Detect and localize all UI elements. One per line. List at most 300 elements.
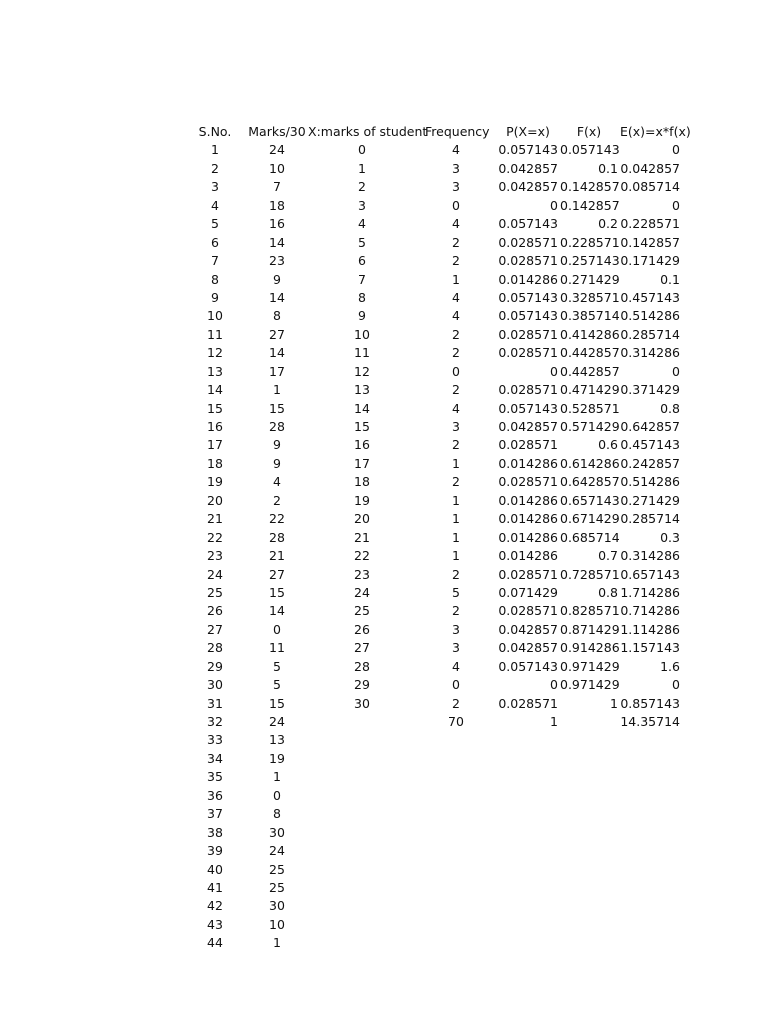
frequency-cell <box>425 768 487 786</box>
expectation-cell: 14.35714 <box>620 714 680 729</box>
sno-cell: 11 <box>207 326 223 342</box>
cumulative-cell <box>560 768 618 786</box>
probability-cell: 0.014286 <box>498 511 558 527</box>
marks-cell: 15 <box>269 695 285 711</box>
sno-cell: 19 <box>207 474 223 490</box>
probability-cell: 0.042857 <box>498 640 558 656</box>
sno-cell: 22 <box>207 529 223 545</box>
probability-cell <box>498 805 558 823</box>
frequency-cell: 3 <box>452 160 460 176</box>
cumulative-cell: 0.871429 <box>560 621 620 637</box>
sno-cell: 6 <box>211 234 219 250</box>
marks-cell: 9 <box>273 455 281 471</box>
marks-cell: 11 <box>269 640 285 656</box>
probability-cell <box>498 787 558 805</box>
sno-cell: 14 <box>207 382 223 398</box>
expectation-cell: 0 <box>672 142 680 158</box>
frequency-cell: 2 <box>452 326 460 342</box>
cumulative-cell <box>560 879 618 897</box>
probability-cell <box>498 934 558 952</box>
frequency-cell: 4 <box>452 658 460 674</box>
expectation-cell: 0.271429 <box>620 492 680 508</box>
sno-cell: 36 <box>207 787 223 803</box>
sno-cell: 5 <box>211 216 219 232</box>
frequency-cell <box>425 842 487 860</box>
x-value-cell: 5 <box>358 234 366 250</box>
probability-cell: 0.028571 <box>498 253 558 269</box>
cumulative-cell: 0.528571 <box>560 400 620 416</box>
probability-cell: 0.028571 <box>498 326 558 342</box>
sno-cell: 32 <box>207 714 223 729</box>
cumulative-cell: 0.1 <box>598 160 618 176</box>
frequency-cell: 4 <box>452 308 460 324</box>
marks-cell: 19 <box>269 750 285 766</box>
marks-cell: 5 <box>273 677 281 693</box>
header-probability: P(X=x) <box>506 124 550 139</box>
sno-cell: 38 <box>207 824 223 840</box>
cumulative-cell: 0.671429 <box>560 511 620 527</box>
sno-cell: 39 <box>207 843 223 859</box>
probability-cell: 0.014286 <box>498 492 558 508</box>
expectation-cell: 0.285714 <box>620 511 680 527</box>
sno-cell: 21 <box>207 511 223 527</box>
marks-cell: 10 <box>269 916 285 932</box>
cumulative-cell: 0.614286 <box>560 455 620 471</box>
cumulative-cell: 0.914286 <box>560 640 620 656</box>
x-value-cell: 12 <box>354 363 370 379</box>
cumulative-cell: 0.142857 <box>560 197 620 213</box>
cumulative-cell: 0.6 <box>598 437 618 453</box>
expectation-cell <box>620 879 680 897</box>
x-value-cell <box>308 787 416 805</box>
sno-cell: 44 <box>207 935 223 951</box>
marks-cell: 16 <box>269 216 285 232</box>
frequency-cell: 4 <box>452 142 460 158</box>
probability-cell: 0.042857 <box>498 419 558 434</box>
probability-cell: 0 <box>550 363 558 379</box>
sno-cell: 8 <box>211 271 219 287</box>
marks-cell: 8 <box>273 308 281 324</box>
probability-cell <box>498 731 558 749</box>
cumulative-cell: 0.728571 <box>560 566 620 582</box>
frequency-cell: 4 <box>452 289 460 305</box>
probability-cell: 0 <box>550 197 558 213</box>
expectation-cell: 0.457143 <box>620 289 680 305</box>
cumulative-cell: 0.442857 <box>560 345 620 361</box>
x-value-cell: 16 <box>354 437 370 453</box>
sno-cell: 31 <box>207 695 223 711</box>
header-sno: S.No. <box>198 124 232 139</box>
probability-cell <box>498 897 558 915</box>
probability-cell: 0.057143 <box>498 216 558 232</box>
cumulative-cell: 0.971429 <box>560 677 620 693</box>
frequency-cell: 1 <box>452 455 460 471</box>
marks-cell: 27 <box>269 326 285 342</box>
x-value-cell: 10 <box>354 326 370 342</box>
probability-cell <box>498 861 558 879</box>
sno-cell: 13 <box>207 363 223 379</box>
x-value-cell <box>308 897 416 915</box>
frequency-cell <box>425 879 487 897</box>
expectation-cell: 1.714286 <box>620 584 680 600</box>
marks-cell: 0 <box>273 787 281 803</box>
sno-cell: 29 <box>207 658 223 674</box>
sno-cell: 30 <box>207 677 223 693</box>
marks-cell: 13 <box>269 732 285 748</box>
x-value-cell: 25 <box>354 603 370 619</box>
sno-cell: 40 <box>207 861 223 877</box>
probability-cell: 0.028571 <box>498 437 558 453</box>
expectation-cell <box>620 897 680 915</box>
marks-cell: 0 <box>273 621 281 637</box>
probability-cell: 0.042857 <box>498 621 558 637</box>
probability-cell: 0.014286 <box>498 455 558 471</box>
marks-cell: 15 <box>269 584 285 600</box>
probability-cell: 0.014286 <box>498 548 558 564</box>
x-value-cell: 11 <box>354 345 370 361</box>
sno-cell: 16 <box>207 419 223 434</box>
cumulative-cell: 0.057143 <box>560 142 620 158</box>
frequency-cell: 2 <box>452 382 460 398</box>
cumulative-cell: 0.442857 <box>560 363 620 379</box>
marks-cell: 30 <box>269 898 285 914</box>
marks-cell: 27 <box>269 566 285 582</box>
expectation-cell: 1.114286 <box>620 621 680 637</box>
x-value-cell: 14 <box>354 400 370 416</box>
marks-cell: 24 <box>269 714 285 729</box>
probability-cell: 0.057143 <box>498 400 558 416</box>
sno-cell: 34 <box>207 750 223 766</box>
probability-cell: 0.028571 <box>498 474 558 490</box>
marks-cell: 9 <box>273 437 281 453</box>
sno-cell: 24 <box>207 566 223 582</box>
probability-cell: 0.014286 <box>498 529 558 545</box>
x-value-cell: 2 <box>358 179 366 195</box>
expectation-cell: 0.042857 <box>620 160 680 176</box>
expectation-cell <box>620 768 680 786</box>
sno-cell: 42 <box>207 898 223 914</box>
header-frequency: Frequency <box>425 124 490 139</box>
marks-cell: 28 <box>269 419 285 434</box>
probability-cell: 0.028571 <box>498 382 558 398</box>
cumulative-cell: 0.271429 <box>560 271 620 287</box>
marks-cell: 23 <box>269 253 285 269</box>
x-value-cell: 29 <box>354 677 370 693</box>
sno-cell: 35 <box>207 769 223 785</box>
marks-cell: 15 <box>269 400 285 416</box>
frequency-cell: 5 <box>452 584 460 600</box>
cumulative-cell <box>560 842 618 860</box>
cumulative-cell: 0.828571 <box>560 603 620 619</box>
expectation-cell: 0.314286 <box>620 345 680 361</box>
sno-cell: 28 <box>207 640 223 656</box>
x-value-cell: 6 <box>358 253 366 269</box>
expectation-cell: 0.314286 <box>620 548 680 564</box>
marks-cell: 22 <box>269 511 285 527</box>
probability-cell: 0.028571 <box>498 603 558 619</box>
frequency-cell: 2 <box>452 603 460 619</box>
marks-cell: 5 <box>273 658 281 674</box>
marks-cell: 10 <box>269 160 285 176</box>
frequency-cell: 4 <box>452 216 460 232</box>
marks-cell: 7 <box>273 179 281 195</box>
cumulative-cell: 0.142857 <box>560 179 620 195</box>
probability-cell <box>498 768 558 786</box>
expectation-cell: 0.857143 <box>620 695 680 711</box>
expectation-cell: 0.242857 <box>620 455 680 471</box>
x-value-cell: 4 <box>358 216 366 232</box>
frequency-cell: 0 <box>452 677 460 693</box>
marks-cell: 18 <box>269 197 285 213</box>
frequency-cell: 2 <box>452 234 460 250</box>
frequency-cell <box>425 805 487 823</box>
x-value-cell: 28 <box>354 658 370 674</box>
frequency-cell: 0 <box>452 197 460 213</box>
sno-cell: 1 <box>211 142 219 158</box>
expectation-cell <box>620 787 680 805</box>
expectation-cell <box>620 842 680 860</box>
sno-cell: 15 <box>207 400 223 416</box>
frequency-cell: 0 <box>452 363 460 379</box>
expectation-cell: 0.285714 <box>620 326 680 342</box>
sno-cell: 10 <box>207 308 223 324</box>
marks-cell: 4 <box>273 474 281 490</box>
expectation-cell: 0.171429 <box>620 253 680 269</box>
marks-cell: 14 <box>269 345 285 361</box>
sno-cell: 4 <box>211 197 219 213</box>
x-value-cell <box>308 861 416 879</box>
expectation-cell: 0.457143 <box>620 437 680 453</box>
frequency-cell <box>425 787 487 805</box>
sno-cell: 43 <box>207 916 223 932</box>
frequency-cell <box>425 916 487 934</box>
probability-cell <box>498 824 558 842</box>
x-value-cell: 7 <box>358 271 366 287</box>
header-expectation: E(x)=x*f(x) <box>620 124 691 139</box>
sno-cell: 37 <box>207 806 223 822</box>
sno-cell: 25 <box>207 584 223 600</box>
header-cumulative: F(x) <box>576 124 602 139</box>
probability-cell <box>498 916 558 934</box>
marks-cell: 14 <box>269 289 285 305</box>
frequency-cell: 1 <box>452 271 460 287</box>
marks-cell: 14 <box>269 603 285 619</box>
sno-cell: 26 <box>207 603 223 619</box>
frequency-cell: 1 <box>452 511 460 527</box>
expectation-cell: 0.514286 <box>620 308 680 324</box>
frequency-cell: 3 <box>452 419 460 434</box>
expectation-cell: 0.085714 <box>620 179 680 195</box>
expectation-cell: 0 <box>672 677 680 693</box>
probability-cell: 0.057143 <box>498 289 558 305</box>
probability-cell: 0.057143 <box>498 658 558 674</box>
x-value-cell: 27 <box>354 640 370 656</box>
expectation-cell <box>620 750 680 768</box>
x-value-cell <box>308 934 416 952</box>
frequency-cell: 2 <box>452 345 460 361</box>
header-marks: Marks/30 <box>248 124 306 139</box>
probability-cell: 0.042857 <box>498 160 558 176</box>
marks-cell: 1 <box>273 769 281 785</box>
x-value-cell: 30 <box>354 695 370 711</box>
sno-cell: 33 <box>207 732 223 748</box>
sno-cell: 23 <box>207 548 223 564</box>
sno-cell: 3 <box>211 179 219 195</box>
marks-cell: 1 <box>273 935 281 951</box>
x-value-cell <box>308 713 416 731</box>
marks-cell: 1 <box>273 382 281 398</box>
expectation-cell: 0.142857 <box>620 234 680 250</box>
sno-cell: 18 <box>207 455 223 471</box>
frequency-cell <box>425 731 487 749</box>
marks-cell: 2 <box>273 492 281 508</box>
x-value-cell: 21 <box>354 529 370 545</box>
header-x-marks: X:marks of student <box>308 124 428 139</box>
probability-cell <box>498 750 558 768</box>
cumulative-cell <box>560 916 618 934</box>
probability-cell: 0.028571 <box>498 566 558 582</box>
cumulative-cell <box>560 824 618 842</box>
cumulative-cell <box>560 750 618 768</box>
x-value-cell <box>308 805 416 823</box>
x-value-cell: 15 <box>354 419 370 434</box>
expectation-cell: 0 <box>672 197 680 213</box>
marks-cell: 9 <box>273 271 281 287</box>
probability-cell <box>498 879 558 897</box>
cumulative-cell: 0.8 <box>598 584 618 600</box>
sno-cell: 2 <box>211 160 219 176</box>
marks-cell: 14 <box>269 234 285 250</box>
frequency-cell: 1 <box>452 548 460 564</box>
cumulative-cell: 0.2 <box>598 216 618 232</box>
marks-cell: 24 <box>269 843 285 859</box>
frequency-cell: 4 <box>452 400 460 416</box>
x-value-cell <box>308 879 416 897</box>
marks-cell: 21 <box>269 548 285 564</box>
x-value-cell: 24 <box>354 584 370 600</box>
x-value-cell: 3 <box>358 197 366 213</box>
sno-cell: 20 <box>207 492 223 508</box>
x-value-cell: 20 <box>354 511 370 527</box>
cumulative-cell: 0.7 <box>598 548 618 564</box>
expectation-cell: 0.514286 <box>620 474 680 490</box>
frequency-cell <box>425 897 487 915</box>
x-value-cell <box>308 916 416 934</box>
expectation-cell <box>620 934 680 952</box>
marks-cell: 24 <box>269 142 285 158</box>
expectation-cell <box>620 731 680 749</box>
sno-cell: 12 <box>207 345 223 361</box>
frequency-cell <box>425 824 487 842</box>
frequency-cell <box>425 750 487 768</box>
frequency-cell: 70 <box>448 714 464 729</box>
expectation-cell: 0.8 <box>660 400 680 416</box>
probability-cell: 0.071429 <box>498 584 558 600</box>
frequency-cell: 2 <box>452 566 460 582</box>
sno-cell: 27 <box>207 621 223 637</box>
expectation-cell: 0 <box>672 363 680 379</box>
expectation-cell: 0.657143 <box>620 566 680 582</box>
cumulative-cell: 0.257143 <box>560 253 620 269</box>
marks-cell: 25 <box>269 861 285 877</box>
x-value-cell: 1 <box>358 160 366 176</box>
frequency-cell <box>425 861 487 879</box>
expectation-cell: 0.1 <box>660 271 680 287</box>
x-value-cell: 17 <box>354 455 370 471</box>
probability-cell: 0.028571 <box>498 345 558 361</box>
expectation-cell: 0.642857 <box>620 419 680 434</box>
x-value-cell: 18 <box>354 474 370 490</box>
x-value-cell: 13 <box>354 382 370 398</box>
cumulative-cell <box>560 713 618 731</box>
expectation-cell: 0.371429 <box>620 382 680 398</box>
marks-cell: 30 <box>269 824 285 840</box>
cumulative-cell <box>560 787 618 805</box>
x-value-cell: 9 <box>358 308 366 324</box>
sno-cell: 9 <box>211 289 219 305</box>
x-value-cell <box>308 750 416 768</box>
probability-cell: 0.057143 <box>498 308 558 324</box>
x-value-cell <box>308 824 416 842</box>
probability-cell: 0.028571 <box>498 695 558 711</box>
cumulative-cell: 0.642857 <box>560 474 620 490</box>
expectation-cell: 0.3 <box>660 529 680 545</box>
probability-cell: 0.028571 <box>498 234 558 250</box>
marks-cell: 17 <box>269 363 285 379</box>
x-value-cell: 8 <box>358 289 366 305</box>
expectation-cell: 0.714286 <box>620 603 680 619</box>
cumulative-cell <box>560 934 618 952</box>
x-value-cell: 26 <box>354 621 370 637</box>
cumulative-cell <box>560 897 618 915</box>
cumulative-cell: 0.571429 <box>560 419 620 434</box>
cumulative-cell: 0.385714 <box>560 308 620 324</box>
cumulative-cell <box>560 731 618 749</box>
expectation-cell <box>620 824 680 842</box>
expectation-cell: 0.228571 <box>620 216 680 232</box>
frequency-cell: 2 <box>452 437 460 453</box>
expectation-cell: 1.6 <box>660 658 680 674</box>
frequency-cell: 2 <box>452 253 460 269</box>
probability-cell <box>498 842 558 860</box>
cumulative-cell: 0.414286 <box>560 326 620 342</box>
expectation-cell <box>620 916 680 934</box>
cumulative-cell: 0.228571 <box>560 234 620 250</box>
frequency-cell: 3 <box>452 621 460 637</box>
cumulative-cell: 1 <box>610 695 618 711</box>
cumulative-cell: 0.971429 <box>560 658 620 674</box>
cumulative-cell: 0.685714 <box>560 529 620 545</box>
cumulative-cell <box>560 805 618 823</box>
expectation-cell <box>620 805 680 823</box>
cumulative-cell <box>560 861 618 879</box>
probability-cell: 0 <box>550 677 558 693</box>
x-value-cell: 19 <box>354 492 370 508</box>
x-value-cell: 0 <box>358 142 366 158</box>
cumulative-cell: 0.328571 <box>560 289 620 305</box>
marks-cell: 28 <box>269 529 285 545</box>
expectation-cell <box>620 861 680 879</box>
cumulative-cell: 0.471429 <box>560 382 620 398</box>
marks-cell: 8 <box>273 806 281 822</box>
probability-cell: 0.042857 <box>498 179 558 195</box>
marks-cell: 25 <box>269 879 285 895</box>
frequency-cell: 2 <box>452 474 460 490</box>
probability-cell: 1 <box>550 714 558 729</box>
frequency-cell: 1 <box>452 529 460 545</box>
sno-cell: 17 <box>207 437 223 453</box>
frequency-cell: 3 <box>452 640 460 656</box>
